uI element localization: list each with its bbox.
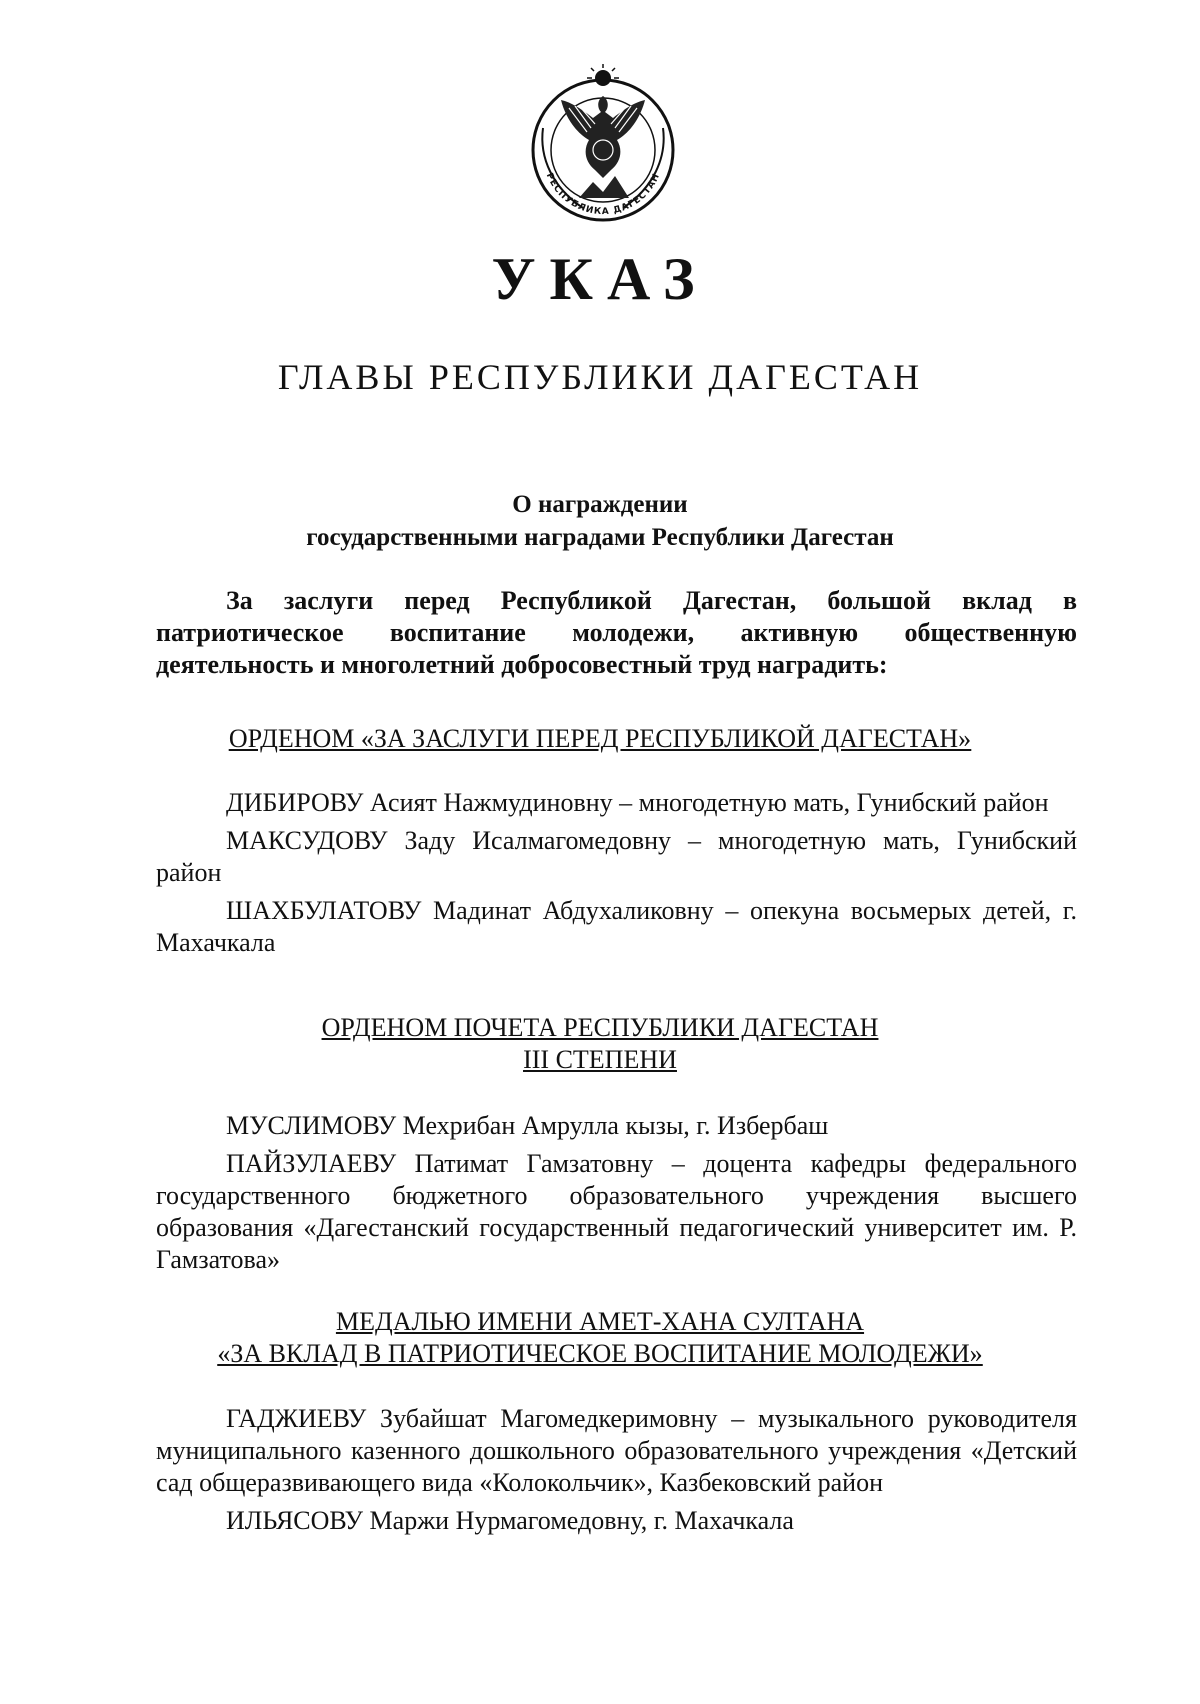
decree-title: УКАЗ bbox=[491, 246, 709, 312]
list-item: ИЛЬЯСОВУ Маржи Нурмагомедовну, г. Махачкала bbox=[226, 1506, 794, 1535]
section-title-line: III СТЕПЕНИ bbox=[523, 1045, 677, 1074]
section-title-line: МЕДАЛЬЮ ИМЕНИ АМЕТ-ХАНА СУЛТАНА bbox=[335, 1307, 865, 1336]
list-item: ГАДЖИЕВУ Зубайшат Магомедкеримовну – музыкального руководителя муниципального казенного дошкольного образовательного учреждения «Детский сад общеразвивающего вида «Колокольчик», Казбековский район bbox=[156, 1404, 1077, 1497]
emblem-inscription: РЕСПУБЛИКА ДАГЕСТАН bbox=[543, 171, 663, 218]
list-item: ДИБИРОВУ Асият Нажмудиновну – многодетную мать, Гунибский район bbox=[226, 788, 1049, 817]
decree-heading bbox=[0, 488, 1200, 554]
section-list-order-honor bbox=[156, 1110, 1077, 1282]
heading-line-1: О награждении bbox=[512, 491, 688, 518]
list-item: ШАХБУЛАТОВУ Мадинат Абдухаликовну – опекуна восьмерых детей, г. Махачкала bbox=[156, 896, 1077, 957]
section-title-medal-amet-khan bbox=[0, 1306, 1200, 1370]
section-title-line: ОРДЕНОМ ПОЧЕТА РЕСПУБЛИКИ ДАГЕСТАН bbox=[321, 1013, 879, 1042]
section-title-line: ОРДЕНОМ «ЗА ЗАСЛУГИ ПЕРЕД РЕСПУБЛИКОЙ ДАГЕСТАН» bbox=[228, 724, 972, 753]
section-title-line: «ЗА ВКЛАД В ПАТРИОТИЧЕСКОЕ ВОСПИТАНИЕ МОЛОДЕЖИ» bbox=[217, 1339, 983, 1368]
section-list-medal-amet-khan bbox=[156, 1403, 1077, 1543]
list-item: ПАЙЗУЛАЕВУ Патимат Гамзатовну – доцента кафедры федерального государственного бюджетного образовательного учреждения высшего образования «Дагестанский государственный педагогический университет им. Р. Гамзатова» bbox=[156, 1149, 1077, 1274]
intro-paragraph: За заслуги перед Республикой Дагестан, большой вклад в патриотическое воспитание молодежи, активную общественную деятельность и многолетний добросовестный труд наградить: bbox=[156, 586, 1077, 679]
section-title-order-honor bbox=[0, 1012, 1200, 1076]
coat-of-arms-emblem bbox=[513, 58, 693, 238]
section-list-order-merit bbox=[156, 787, 1077, 965]
decree-subtitle: ГЛАВЫ РЕСПУБЛИКИ ДАГЕСТАН bbox=[277, 357, 923, 397]
heading-line-2: государственными наградами Республики Дагестан bbox=[306, 524, 894, 551]
section-title-order-merit bbox=[0, 723, 1200, 755]
list-item: МУСЛИМОВУ Мехрибан Амрулла кызы, г. Избербаш bbox=[226, 1111, 829, 1140]
list-item: МАКСУДОВУ Заду Исалмагомедовну – многодетную мать, Гунибский район bbox=[156, 826, 1077, 887]
